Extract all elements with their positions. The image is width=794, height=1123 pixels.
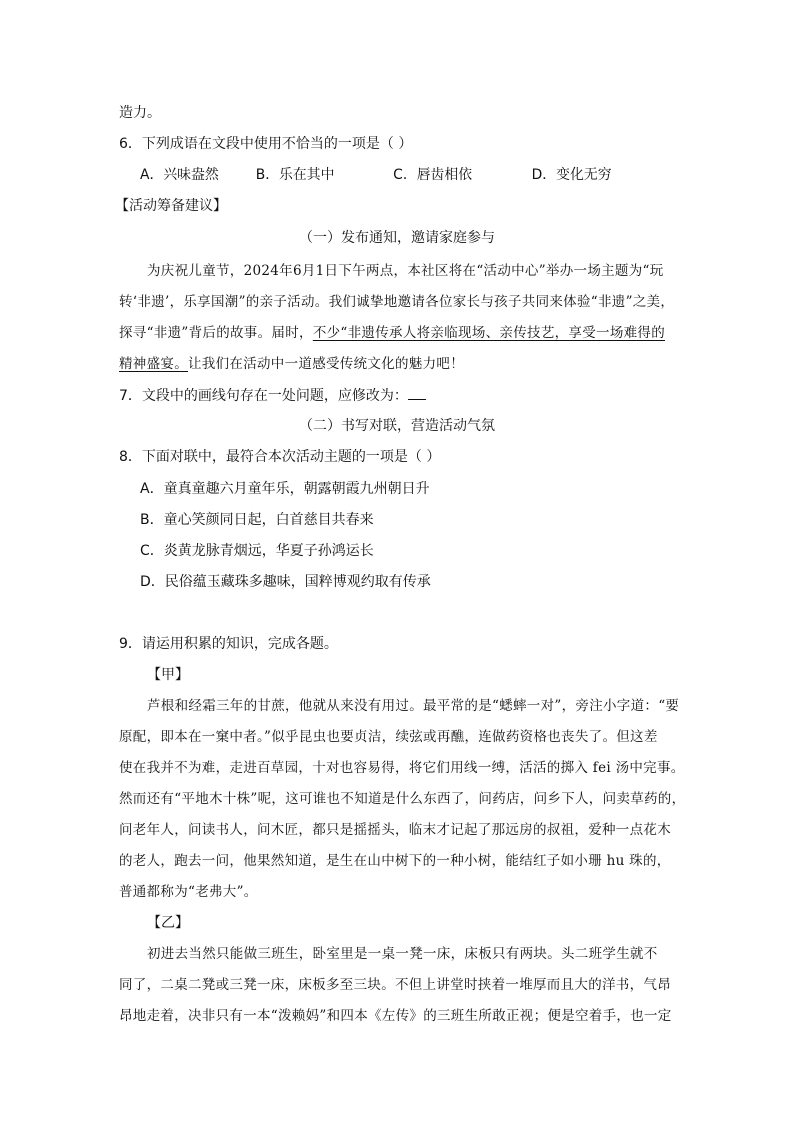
notice-line-3-plain: 探寻“非遗”背后的故事。届时， (119, 325, 313, 341)
question-6-option-d: D．变化无穷 (531, 167, 612, 183)
question-7 (119, 385, 426, 406)
question-7-stem: 7．文段中的画线句存在一处问题，应修改为： (119, 388, 408, 404)
passage-jia-line-2: 原配，即本在一窠中者。”似乎昆虫也要贞洁，续弦或再醮，连做药资格也丧失了。但这差 (119, 729, 658, 745)
passage-yi-line-1: 初进去当然只能做三班生，卧室里是一桌一凳一床，床板只有两块。头二班学生就不 (147, 946, 658, 962)
answer-blank[interactable] (408, 385, 426, 400)
passage-jia-line-6: 的老人，跑去一问，他果然知道，是生在山中树下的一种小树，能结红子如小珊 hu 珠的， (119, 853, 671, 869)
passage-jia-line-7: 普通都称为“老弗大”。 (119, 884, 258, 900)
continuation-text: 造力。 (119, 105, 161, 121)
question-8-option-b: B．童心笑颜同日起，白首慈目共春来 (140, 512, 374, 528)
notice-line-2: 转‘非遗’，乐享国潮”的亲子活动。我们诚挚地邀请各位家长与孩子共同来体验“非遗”之美， (119, 294, 675, 310)
section-heading: 【活动筹备建议】 (115, 198, 227, 214)
question-8-option-a: A．童真童趣六月童年乐，朝露朝霞九州朝日升 (140, 481, 430, 497)
underlined-sentence-part-1: 不少“非遗传承人将亲临现场、亲传技艺，享受一场难得的 (312, 325, 666, 341)
question-6-option-b: B．乐在其中 (255, 167, 335, 183)
passage-jia-line-3: 使在我并不为难，走进百草园，十对也容易得，将它们用线一缚，活活的掷入 fei 汤中完事。 (119, 760, 685, 776)
passage-jia-line-5: 问老年人，问读书人，问木匠，都只是摇摇头，临末才记起了那远房的叔祖，爱种一点花木 (119, 822, 671, 838)
notice-line-4-plain: 让我们在活动中一道感受传统文化的魅力吧！ (188, 356, 464, 372)
question-6-option-c: C．唇齿相依 (393, 167, 473, 183)
question-6-option-a: A．兴味盎然 (140, 167, 219, 183)
notice-line-3 (119, 323, 665, 343)
passage-yi-line-3: 昂地走着，决非只有一本“泼赖妈”和四本《左传》的三班生所敢正视；便是空着手，也一定 (119, 1008, 672, 1024)
notice-line-4 (119, 354, 464, 374)
part-2-title: （二）书写对联，营造活动气氛 (299, 418, 495, 434)
question-9-stem: 9．请运用积累的知识，完成各题。 (119, 636, 338, 652)
passage-jia-line-1: 芦根和经霜三年的甘蔗，他就从来没有用过。最平常的是“蟋蟀一对”，旁注小字道：“要 (147, 698, 680, 714)
passage-yi-line-2: 同了，二桌二凳或三凳一床，床板多至三块。不但上讲堂时挟着一堆厚而且大的洋书，气昂 (119, 977, 671, 993)
passage-yi-label: 【乙】 (147, 915, 189, 931)
part-1-title: （一）发布通知，邀请家庭参与 (299, 230, 495, 246)
question-6-stem: 6．下列成语在文段中使用不恰当的一项是（ ） (119, 136, 413, 152)
question-8-option-c: C．炎黄龙脉青烟远，华夏子孙鸿运长 (140, 543, 374, 559)
passage-jia-label: 【甲】 (147, 667, 189, 683)
passage-jia-line-4: 然而还有“平地木十株”呢，这可谁也不知道是什么东西了，问药店，问乡下人，问卖草药的， (119, 791, 686, 807)
question-8-option-d: D．民俗蕴玉藏珠多趣味，国粹博观约取有传承 (140, 574, 431, 590)
underlined-sentence-part-2: 精神盛宴。 (119, 356, 188, 372)
notice-line-1: 为庆祝儿童节，2024年6月1日下午两点，本社区将在“活动中心”举办一场主题为“玩 (147, 263, 664, 279)
question-8-stem: 8．下面对联中，最符合本次活动主题的一项是（ ） (119, 449, 441, 465)
